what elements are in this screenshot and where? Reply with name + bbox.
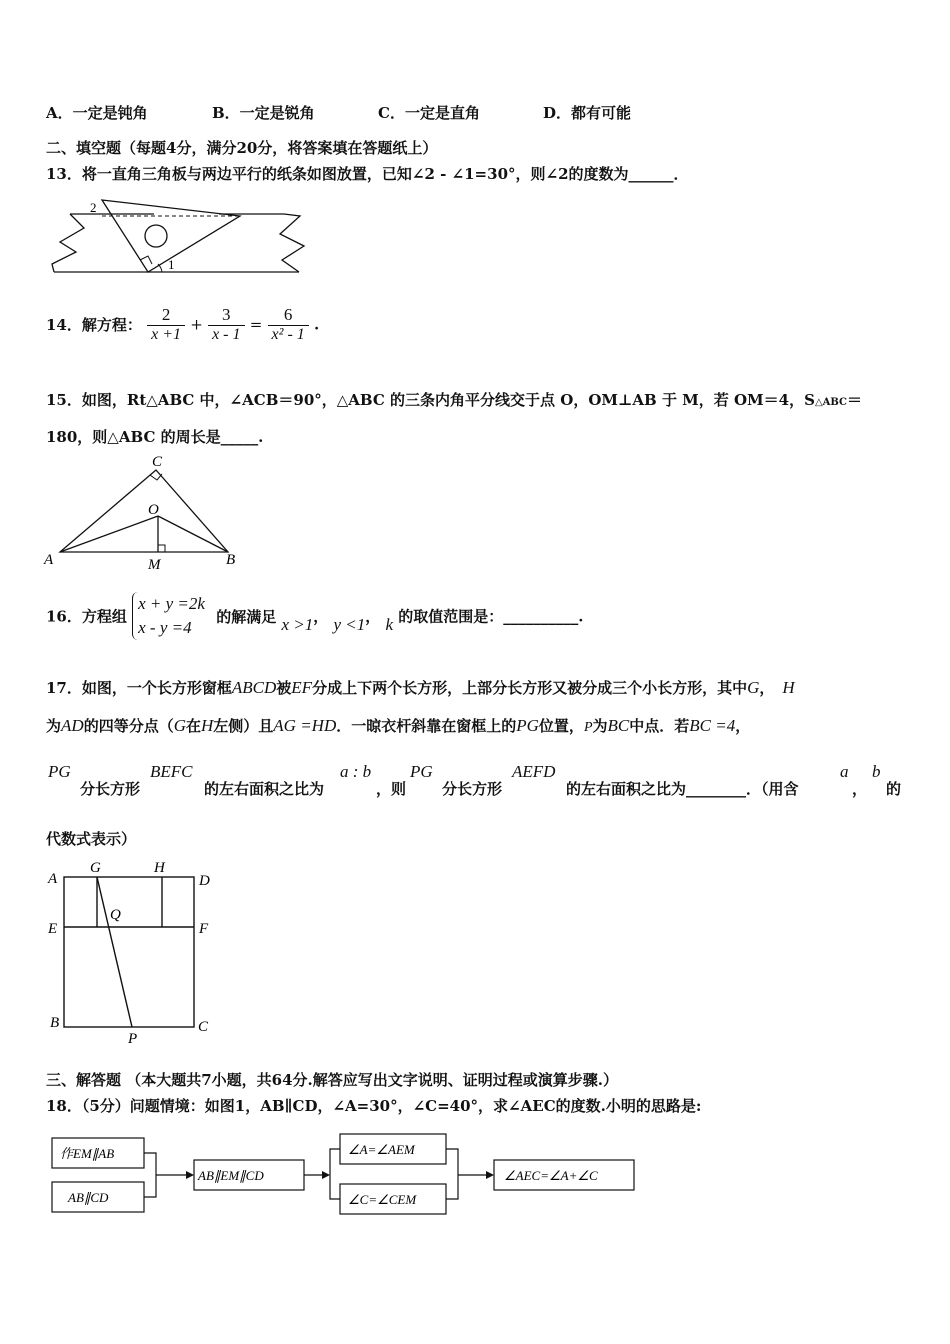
fraction-1 [147, 305, 185, 344]
q17-l2-pg: PG [516, 716, 539, 735]
q17-l3-b2: b [872, 762, 881, 781]
flow-text-1: 作EM∥AB [60, 1146, 115, 1161]
label-d: D [199, 873, 210, 889]
q17-line4: 代数式表示） [46, 830, 137, 848]
q17-l1-abcd: ABCD [231, 678, 277, 697]
segment-ob [158, 516, 228, 552]
right-angle-m [158, 545, 165, 552]
q17-l3-befc: BEFC [150, 762, 193, 781]
q17-l3-e: 的左右面积之比为________．（用含 [566, 780, 799, 798]
flow-text-4: ∠A=∠AEM [348, 1142, 415, 1157]
equation-2: x - y =4 [138, 618, 192, 637]
flow-text-2: AB∥CD [68, 1190, 109, 1205]
fraction-1-den: x +1 [151, 326, 182, 343]
strip-right-zigzag [280, 214, 304, 272]
q15-line1-a: 15．如图，Rt△ABC 中，∠ACB＝90°，△ABC 的三条内角平分线交于点 O，OM⊥AB 于 M，若 OM＝4，S [46, 391, 815, 409]
label-c: C [152, 454, 163, 470]
arrow-1-head [186, 1171, 194, 1179]
q16-prefix: 16．方程组 [46, 607, 127, 626]
q17-l2-h2: 中点．若 [629, 717, 690, 735]
q15-line1 [46, 389, 862, 410]
label-o: O [148, 502, 159, 518]
q15-line1-b: ＝ [846, 391, 862, 409]
fraction-1-num: 2 [147, 305, 185, 326]
fraction-3 [268, 305, 309, 344]
connector-left [144, 1153, 156, 1197]
option-d: D．都有可能 [543, 104, 632, 122]
q15-line2: 180，则△ABC 的周长是_____. [46, 428, 264, 446]
segment-ao [60, 516, 158, 552]
q17-l2-bc: BC [607, 716, 630, 735]
q17-l3-pg: PG [48, 762, 71, 781]
variable-k: k [385, 615, 394, 634]
segment-pg [97, 877, 132, 1027]
connector-mid [330, 1149, 340, 1199]
equation-1: x + y =2k [138, 594, 205, 613]
q17-l3-b: 的左右面积之比为 [204, 780, 325, 798]
label-g: G [90, 860, 101, 876]
q17-l1-c: 分成上下两个长方形，上部分长方形又被分成三个小长方形，其中 [312, 679, 748, 697]
option-b: B．一定是锐角 [212, 104, 315, 122]
fraction-3-num: 6 [268, 305, 309, 326]
condition-1: x >1 [281, 615, 314, 634]
q17-l2-bc4: BC =4 [689, 716, 736, 735]
q17-l3-a: 分长方形 [80, 780, 141, 798]
q17-l2-eq: AG =HD [273, 716, 337, 735]
arrow-3-head [486, 1171, 494, 1179]
label-e: E [48, 921, 58, 937]
flow-text-3: AB∥EM∥CD [198, 1168, 264, 1183]
fraction-2-den: x - 1 [212, 326, 241, 343]
q17-l2-a: 为 [46, 717, 62, 735]
q17-l2-p: P [583, 720, 593, 735]
q16-comma: ， [313, 607, 329, 626]
label-q: Q [110, 907, 121, 923]
q16-comma2: ， [365, 607, 381, 626]
label-b: B [50, 1015, 60, 1031]
q17-l2-f: 位置， [538, 717, 584, 735]
q17-l3-aefd: AEFD [512, 762, 556, 781]
q17-l1-d: ， [759, 679, 775, 697]
section2-heading: 二、填空题（每题4分，满分20分，将答案填在答题纸上） [46, 139, 438, 157]
option-c: C．一定是直角 [378, 104, 480, 122]
q18-text: 18．（5分）问题情境：如图1，AB∥CD，∠A=30°，∠C=40°，求∠AEC的度数.小明的思路是: [46, 1097, 702, 1115]
q17-l1-g: G [747, 678, 760, 697]
q17-l1-h: H [782, 678, 795, 697]
q17-l3-f: ， [852, 780, 868, 798]
label-p: P [128, 1031, 138, 1045]
q17-l2-ad: AD [61, 716, 84, 735]
q15-line1-sub: △ABC [814, 397, 847, 408]
q14-line [46, 305, 319, 344]
flow-text-5: ∠C=∠CEM [348, 1192, 417, 1207]
fraction-3-den: x² - 1 [271, 326, 305, 343]
q17-l2-e: ．一晾衣杆斜靠在窗框上的 [336, 717, 517, 735]
q17-l3-a2: a [840, 762, 849, 781]
q17-l3-c: ，则 [376, 780, 407, 798]
connector-right [446, 1149, 458, 1199]
label-a: A [48, 871, 58, 887]
label-h: H [154, 860, 165, 876]
q17-l2-b: 的四等分点（ [83, 717, 174, 735]
arrow-2-head [322, 1171, 330, 1179]
q15-figure [40, 452, 245, 572]
q17-l2-g2: 为 [592, 717, 608, 735]
equation-system [132, 592, 205, 640]
q16-suffix: 的取值范围是：__________. [398, 607, 584, 626]
q17-l3-d: 分长方形 [442, 780, 503, 798]
q17-line1 [46, 677, 795, 698]
label-1: 1 [168, 257, 175, 272]
fraction-2 [208, 305, 244, 344]
q17-l2-c: 在 [185, 717, 201, 735]
q16-mid: 的解满足 [216, 607, 277, 626]
q17-l3-g: 的 [886, 780, 902, 798]
label-f: F [199, 921, 209, 937]
fraction-2-num: 3 [208, 305, 244, 326]
q17-l1-ef: EF [291, 678, 313, 697]
window-frame [64, 877, 194, 1027]
strip-left-zigzag [52, 214, 84, 272]
label-a: A [44, 552, 54, 568]
q13-text: 13．将一直角三角板与两边平行的纸条如图放置，已知∠2 - ∠1=30°，则∠2的度数为______． [46, 165, 689, 183]
q17-l2-g: G [173, 716, 186, 735]
q17-line2 [46, 715, 750, 736]
label-c: C [198, 1019, 209, 1035]
equals-sign: = [249, 315, 263, 334]
q18-flowchart [44, 1128, 644, 1220]
q17-l2-d: 左侧）且 [213, 717, 274, 735]
option-a: A．一定是钝角 [46, 104, 148, 122]
section3-heading: 三、解答题 （本大题共7小题，共64分.解答应写出文字说明、证明过程或演算步骤.） [46, 1071, 618, 1089]
q14-suffix: . [314, 315, 320, 334]
q17-l1-b: 被 [276, 679, 292, 697]
label-m: M [148, 557, 161, 572]
q17-l3-pg2: PG [410, 762, 433, 781]
q17-l3-ab: a : b [340, 762, 372, 781]
triangle-hole [145, 225, 167, 247]
q16-line [46, 592, 584, 640]
label-2: 2 [90, 200, 97, 215]
q13-figure [44, 190, 306, 280]
q14-prefix: 14．解方程： [46, 316, 142, 334]
plus-sign: + [190, 315, 203, 334]
q17-l1-a: 17．如图，一个长方形窗框 [46, 679, 232, 697]
q17-l2-h: H [201, 716, 214, 735]
condition-2: y <1 [333, 615, 366, 634]
q17-figure [44, 855, 224, 1045]
flow-text-6: ∠AEC=∠A+∠C [504, 1168, 598, 1183]
label-b: B [226, 552, 236, 568]
q17-l2-i: ， [735, 717, 751, 735]
